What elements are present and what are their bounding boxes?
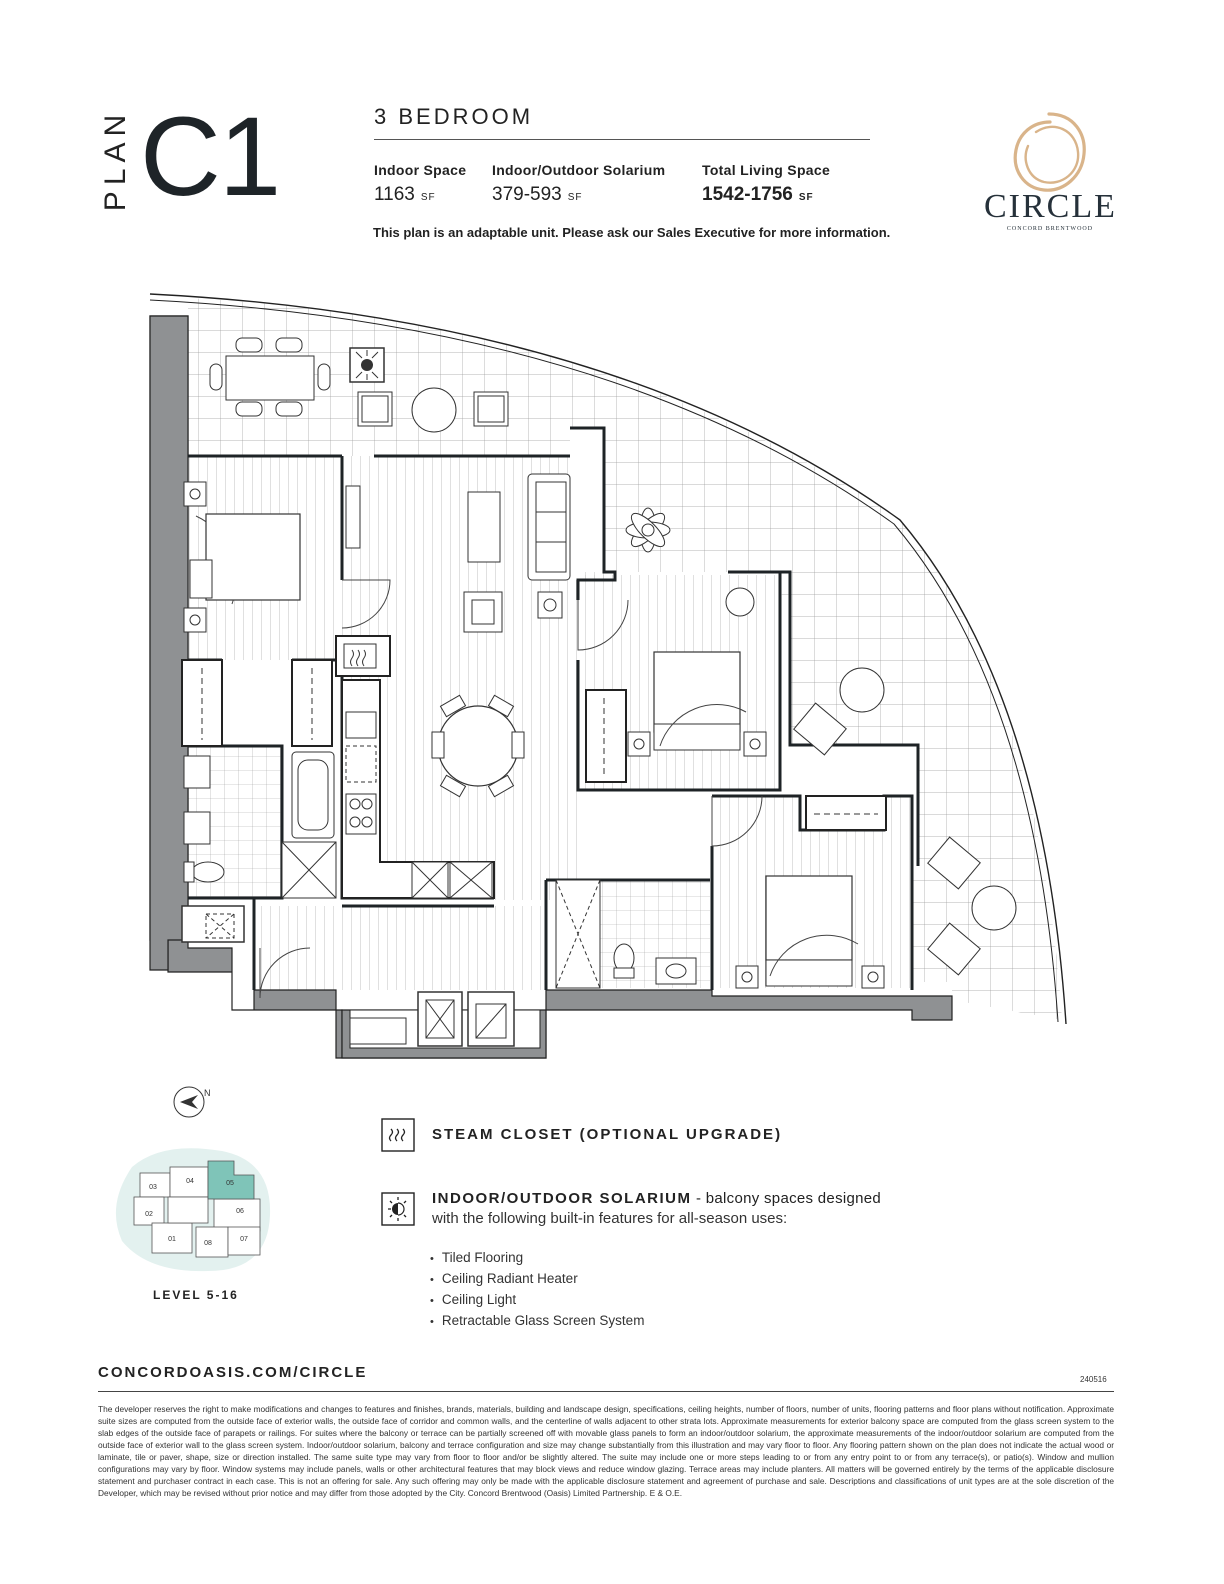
- floor-plan: [140, 280, 1080, 1070]
- feature-item: • Tiled Flooring: [430, 1248, 644, 1269]
- keyplate-unit-05: 05: [226, 1180, 234, 1187]
- steam-closet-icon: [381, 1118, 415, 1152]
- logo-wordmark: CIRCLE: [984, 188, 1117, 225]
- level-label: LEVEL 5-16: [153, 1288, 239, 1302]
- solarium-value: [492, 184, 583, 206]
- solarium-heading: [432, 1190, 881, 1207]
- total-space-number: 1542-1756: [702, 184, 793, 205]
- feature-item: • Ceiling Radiant Heater: [430, 1269, 644, 1290]
- entry-floor: [254, 906, 546, 990]
- plan-label: [96, 108, 136, 212]
- plan-word: PLAN: [99, 108, 132, 212]
- north-arrow-icon: [172, 1082, 214, 1120]
- feature-item: • Ceiling Light: [430, 1290, 644, 1311]
- keyplate-unit-07: 07: [240, 1236, 248, 1243]
- indoor-space-label: Indoor Space: [374, 162, 467, 178]
- keyplate-unit-04: 04: [186, 1178, 194, 1185]
- plan-code: C1: [140, 94, 280, 219]
- indoor-space-unit: SF: [420, 192, 436, 203]
- total-space-unit: SF: [798, 192, 814, 203]
- total-space-label: Total Living Space: [702, 162, 831, 178]
- keyplate-unit-02: 02: [145, 1211, 153, 1218]
- adaptable-unit-note: This plan is an adaptable unit. Please ask our Sales Executive for more information.: [373, 225, 891, 240]
- solarium-title: INDOOR/OUTDOOR SOLARIUM: [432, 1190, 692, 1207]
- keyplate-unit-03: 03: [149, 1184, 157, 1191]
- keyplate-unit-01: 01: [168, 1236, 176, 1243]
- keyplate-unit-08: 08: [204, 1240, 212, 1247]
- solarium-features-list: [430, 1248, 644, 1332]
- solarium-number: 379-593: [492, 184, 562, 205]
- keyplate-unit-06: 06: [236, 1208, 244, 1215]
- indoor-space-number: 1163: [374, 184, 415, 205]
- indoor-space-value: [374, 184, 436, 206]
- feature-item: • Retractable Glass Screen System: [430, 1311, 644, 1332]
- solarium-description-2: with the following built-in features for all-season uses:: [432, 1210, 788, 1227]
- website-link[interactable]: CONCORDOASIS.COM/CIRCLE: [98, 1364, 368, 1381]
- solarium-heater-icon: [381, 1192, 415, 1226]
- key-plate: [112, 1145, 274, 1275]
- legal-disclaimer: The developer reserves the right to make modifications and changes to features and finishes, brands, materials, building and landscape design, specifications, ceiling heights, number of floors, number of units, flooring patterns and floor plans without notification. Approximate suite sizes are computed from the outside face of exterior walls, the outside face of corridor and common walls, and the centerline of walls adjacent to other strata lots. Approximate measurements for exterior balcony space are computed from the glass screen system to the slab edges of the outside face of parapets or railings. For suites where the balcony or terrace can be partially screened off with movable glass panels to form an indoor/outdoor solarium, the approximate measurements of the indoor/outdoor solarium are computed from the outside face of exterior wall to the glass screen system. Indoor/outdoor solarium, balcony and terrace configuration and size may change substantially from this illustration and may vary floor to floor. Any flooring pattern shown on the plan does not indicate the actual wood or laminate, tile or paver, shape, size or direction installed. The same suite type may vary from floor to floor and/or be slightly altered. The suite may include one or more steps leading to or from any entry point to or from any terrace(s), or patio(s). Window and mullion configurations may vary by floor. Window systems may include panels, walls or other architectural features that may block views and reduce window glazing. Terrace areas may include planters. All matters will be governed entirely by the terms of the applicable disclosure statement and purchaser contract in each case. This is not an offering for sale. Any such offering may only be made with the applicable disclosure statement and agreement of purchase and sale. Descriptions and classifications of unit types are at the sole discretion of the Developer, which may be revised without prior notice and may differ from those adopted by the City. Concord Brentwood (Oasis) Limited Partnership. E & O.E.: [98, 1404, 1114, 1498]
- steam-closet-label: STEAM CLOSET (OPTIONAL UPGRADE): [432, 1126, 783, 1143]
- header-divider: [374, 139, 870, 140]
- document-code: 240516: [1080, 1375, 1107, 1384]
- solarium-label: Indoor/Outdoor Solarium: [492, 162, 666, 178]
- bedroom-count: 3 BEDROOM: [374, 104, 534, 129]
- circle-logo-mark: [1006, 108, 1092, 200]
- solarium-unit: SF: [567, 192, 583, 203]
- solarium-description-1: - balcony spaces designed: [691, 1190, 882, 1207]
- logo-subtitle: CONCORD BRENTWOOD: [1006, 226, 1094, 232]
- north-label: N: [204, 1088, 211, 1098]
- footer-divider: [98, 1391, 1114, 1392]
- total-space-value: [702, 184, 814, 206]
